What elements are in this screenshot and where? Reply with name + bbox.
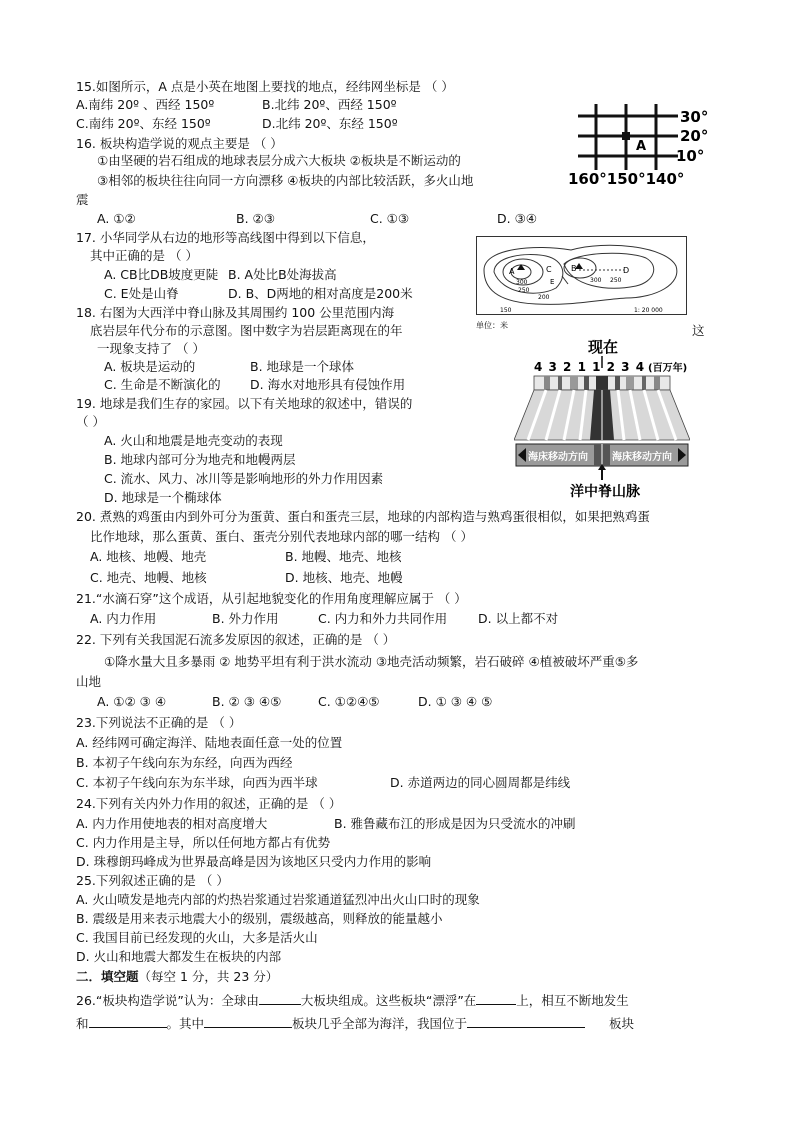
q26-blank-1[interactable] bbox=[259, 990, 301, 1005]
q24-stem: 24.下列有关内外力作用的叙述，正确的是 （ ） bbox=[76, 796, 342, 811]
q26-blank-5[interactable] bbox=[467, 1013, 585, 1028]
contour-map-figure bbox=[476, 236, 688, 332]
q26-blank-2[interactable] bbox=[476, 990, 516, 1005]
q17-stem-2: 其中正确的是 （ ） bbox=[90, 248, 198, 263]
section-2-heading bbox=[76, 968, 278, 986]
q17-option-b: B. A处比B处海拔高 bbox=[228, 267, 337, 282]
q26-blank-4[interactable] bbox=[204, 1013, 292, 1028]
q22-option-c: C. ①②④⑤ bbox=[318, 694, 380, 709]
contour-label-c: C bbox=[546, 265, 552, 274]
contour-value-250-right: 250 bbox=[610, 277, 622, 284]
q26-part-7: 板块 bbox=[609, 1016, 635, 1031]
q18-stem-3: 一现象支持了 （ ） bbox=[97, 341, 205, 356]
point-a-marker bbox=[622, 132, 630, 140]
q16-option-c: C. ①③ bbox=[370, 211, 410, 226]
q15-option-d: D.北纬 20º、东经 150º bbox=[262, 116, 398, 131]
ridge-age-unit: (百万年) bbox=[648, 363, 688, 374]
q15-option-b: B.北纬 20º、西经 150º bbox=[262, 97, 397, 112]
q20-option-c: C. 地壳、地幔、地核 bbox=[90, 570, 207, 585]
q23-option-a: A. 经纬网可确定海洋、陆地表面任意一处的位置 bbox=[76, 735, 343, 750]
q26-part-4: 和 bbox=[76, 1016, 89, 1031]
q16-option-b: B. ②③ bbox=[236, 211, 275, 226]
q18-option-a: A. 板块是运动的 bbox=[104, 359, 196, 374]
q24-option-c: C. 内力作用是主导，所以任何地方都占有优势 bbox=[76, 835, 331, 850]
q15-option-c: C.南纬 20º、东经 150º bbox=[76, 116, 211, 131]
contour-label-a: A bbox=[509, 267, 515, 276]
q26-line-2 bbox=[76, 1013, 634, 1033]
q18-option-d: D. 海水对地形具有侵蚀作用 bbox=[250, 377, 406, 392]
q25-option-a: A. 火山喷发是地壳内部的灼热岩浆通过岩浆通道猛烈冲出火山口时的现象 bbox=[76, 892, 480, 907]
q18-stem-2-tail: 这 bbox=[692, 323, 705, 338]
q26-line-1 bbox=[76, 990, 629, 1010]
q16-option-a: A. ①② bbox=[97, 211, 136, 226]
q17-stem: 17. 小华同学从右边的地形等高线图中得到以下信息， bbox=[76, 230, 375, 245]
q22-statement-1: ①降水量大且多暴雨 ② 地势平坦有利于洪水流动 ③地壳活动频繁，岩石破碎 ④植被破坏严重⑤多 bbox=[104, 654, 639, 669]
q19-option-b: B. 地球内部可分为地壳和地幔两层 bbox=[104, 452, 296, 467]
q20-stem-2: 比作地球，那么蛋黄、蛋白、蛋壳分别代表地球内部的哪一结构 （ ） bbox=[90, 529, 473, 544]
q18-stem-2: 底岩层年代分布的示意图。图中数字为岩层距离现在的年 bbox=[90, 323, 403, 338]
q16-statement-1: ①由坚硬的岩石组成的地球表层分成六大板块 ②板块是不断运动的 bbox=[97, 153, 461, 168]
q23-option-c: C. 本初子午线向东为东半球，向西为西半球 bbox=[76, 775, 318, 790]
ridge-right-arrow-label: 海床移动方向 bbox=[612, 452, 672, 463]
q25-stem: 25.下列叙述正确的是 （ ） bbox=[76, 873, 229, 888]
ocean-ridge-diagram bbox=[514, 336, 690, 502]
q17-option-d: D. B、D两地的相对高度是200米 bbox=[228, 286, 413, 301]
q21-option-a: A. 内力作用 bbox=[90, 611, 157, 626]
q19-stem-2: （ ） bbox=[76, 414, 105, 429]
q24-option-b: B. 雅鲁藏布江的形成是因为只受流水的冲刷 bbox=[334, 816, 576, 831]
contour-value-300-right: 300 bbox=[590, 277, 602, 284]
lat-lon-grid-figure bbox=[566, 98, 716, 188]
ridge-now-label: 现在 bbox=[588, 338, 619, 356]
lat-label-30: 30° bbox=[680, 108, 709, 126]
q26-blank-3[interactable] bbox=[89, 1013, 167, 1028]
q21-option-c: C. 内力和外力共同作用 bbox=[318, 611, 448, 626]
ridge-age-numbers: 4 3 2 1 1 2 3 4 bbox=[534, 360, 646, 374]
contour-value-150: 150 bbox=[500, 307, 512, 314]
q25-option-d: D. 火山和地震大都发生在板块的内部 bbox=[76, 949, 282, 964]
q16-option-d: D. ③④ bbox=[497, 211, 537, 226]
q21-option-b: B. 外力作用 bbox=[212, 611, 279, 626]
contour-value-200: 200 bbox=[538, 294, 550, 301]
section-2-note: （每空 1 分，共 23 分） bbox=[138, 969, 279, 984]
section-2-title: 二．填空题 bbox=[76, 969, 139, 984]
q26-part-2: 大板块组成。这些板块“漂浮”在 bbox=[300, 993, 477, 1008]
contour-label-d: D bbox=[623, 266, 630, 275]
point-a-label: A bbox=[636, 139, 647, 154]
q17-option-a: A. CB比DB坡度更陡 bbox=[104, 267, 219, 282]
q19-option-a: A. 火山和地震是地壳变动的表现 bbox=[104, 433, 283, 448]
q19-option-c: C. 流水、风力、冰川等是影响地形的外力作用因素 bbox=[104, 471, 384, 486]
q26-part-5: 。其中 bbox=[166, 1016, 205, 1031]
q22-stem: 22. 下列有关我国泥石流多发原因的叙述，正确的是 （ ） bbox=[76, 632, 396, 647]
q24-option-d: D. 珠穆朗玛峰成为世界最高峰是因为该地区只受内力作用的影响 bbox=[76, 854, 432, 869]
contour-unit: 单位：米 bbox=[476, 321, 508, 330]
lat-label-10: 10° bbox=[676, 147, 705, 165]
contour-scale: 1: 20 000 bbox=[634, 307, 663, 314]
contour-value-250-left: 250 bbox=[518, 287, 530, 294]
q26-part-6: 板块几乎全部为海洋，我国位于 bbox=[292, 1016, 468, 1031]
q15-option-a: A.南纬 20º 、西经 150º bbox=[76, 97, 215, 112]
q26-part-1: 26.“板块构造学说”认为：全球由 bbox=[76, 993, 259, 1008]
contour-label-e: E bbox=[550, 278, 555, 286]
q21-option-d: D. 以上都不对 bbox=[478, 611, 559, 626]
q23-stem: 23.下列说法不正确的是 （ ） bbox=[76, 715, 242, 730]
q21-stem: 21.“水滴石穿”这个成语，从引起地貌变化的作用角度理解应属于 （ ） bbox=[76, 591, 467, 606]
q22-option-b: B. ② ③ ④⑤ bbox=[212, 694, 282, 709]
ridge-left-arrow-label: 海床移动方向 bbox=[528, 452, 588, 463]
q22-statement-2: 山地 bbox=[76, 674, 102, 689]
ridge-name-label: 洋中脊山脉 bbox=[570, 484, 640, 500]
q20-option-b: B. 地幔、地壳、地核 bbox=[285, 549, 402, 564]
q20-stem: 20. 煮熟的鸡蛋由内到外可分为蛋黄、蛋白和蛋壳三层，地球的内部构造与熟鸡蛋很相似，如果把熟鸡蛋 bbox=[76, 509, 650, 524]
q20-option-d: D. 地核、地壳、地幔 bbox=[285, 570, 403, 585]
q23-option-b: B. 本初子午线向东为东经，向西为西经 bbox=[76, 755, 293, 770]
q23-option-d: D. 赤道两边的同心圆周都是纬线 bbox=[390, 775, 571, 790]
q22-option-d: D. ① ③ ④ ⑤ bbox=[418, 694, 493, 709]
contour-label-b: B bbox=[571, 264, 577, 273]
q16-statement-3: 震 bbox=[76, 192, 89, 207]
contour-value-300-left: 300 bbox=[516, 279, 528, 286]
lon-labels: 160°150°140° bbox=[568, 170, 685, 188]
q18-option-c: C. 生命是不断演化的 bbox=[104, 377, 221, 392]
q19-stem: 19. 地球是我们生存的家园。以下有关地球的叙述中，错误的 bbox=[76, 396, 413, 411]
q16-stem: 16. 板块构造学说的观点主要是 （ ） bbox=[76, 136, 283, 151]
q25-option-c: C. 我国目前已经发现的火山，大多是活火山 bbox=[76, 930, 318, 945]
q20-option-a: A. 地核、地幔、地壳 bbox=[90, 549, 207, 564]
q24-option-a: A. 内力作用使地表的相对高度增大 bbox=[76, 816, 268, 831]
q26-part-3: 上，相互不断地发生 bbox=[516, 993, 629, 1008]
lat-label-20: 20° bbox=[680, 127, 709, 145]
q25-option-b: B. 震级是用来表示地震大小的级别，震级越高，则释放的能量越小 bbox=[76, 911, 443, 926]
q15-stem: 15.如图所示，A 点是小英在地图上要找的地点，经纬网坐标是 （ ） bbox=[76, 79, 454, 94]
q19-option-d: D. 地球是一个椭球体 bbox=[104, 490, 222, 505]
q17-option-c: C. E处是山脊 bbox=[104, 286, 179, 301]
q18-stem: 18. 右图为大西洋中脊山脉及其周围约 100 公里范围内海 bbox=[76, 305, 395, 320]
q16-statement-2: ③相邻的板块往往向同一方向漂移 ④板块的内部比较活跃，多火山地 bbox=[97, 173, 474, 188]
q18-option-b: B. 地球是一个球体 bbox=[250, 359, 355, 374]
q22-option-a: A. ①② ③ ④ bbox=[97, 694, 167, 709]
